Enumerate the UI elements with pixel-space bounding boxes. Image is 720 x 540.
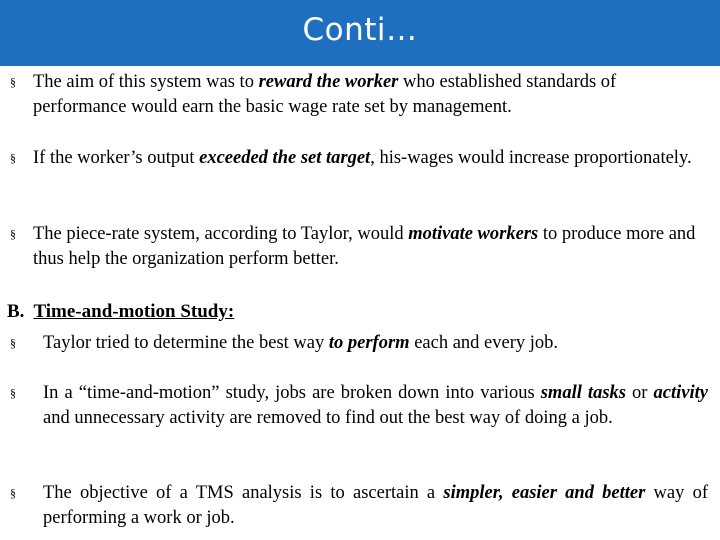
slide-title: Conti…	[302, 12, 418, 48]
bullet-icon: §	[10, 151, 16, 165]
bullet-icon: §	[10, 386, 16, 400]
bullet-icon: §	[10, 75, 16, 89]
bullet-item: The aim of this system was to reward the worker who established standards of performance would earn the basic wage rate set by management.	[33, 72, 617, 117]
title-bar	[0, 0, 720, 66]
section-item: The objective of a TMS analysis is to ascertain a simpler, easier and better way of performing a work or job.	[43, 483, 708, 528]
bullet-icon: §	[10, 486, 16, 500]
bullet-icon: §	[10, 336, 16, 350]
section-item: Taylor tried to determine the best way to perform each and every job.	[43, 333, 559, 353]
bullet-icon: §	[10, 227, 16, 241]
bullet-item: The piece-rate system, according to Taylor, would motivate workers to produce more and thus help the organization perform better.	[33, 224, 696, 269]
bullet-item: If the worker’s output exceeded the set target, his-wages would increase proportionately.	[33, 148, 692, 168]
section-heading: B. Time-and-motion Study:	[7, 301, 235, 322]
section-item: In a “time-and-motion” study, jobs are broken down into various small tasks or activity and unnecessary activity are removed to find out the best way of doing a job.	[43, 383, 708, 428]
